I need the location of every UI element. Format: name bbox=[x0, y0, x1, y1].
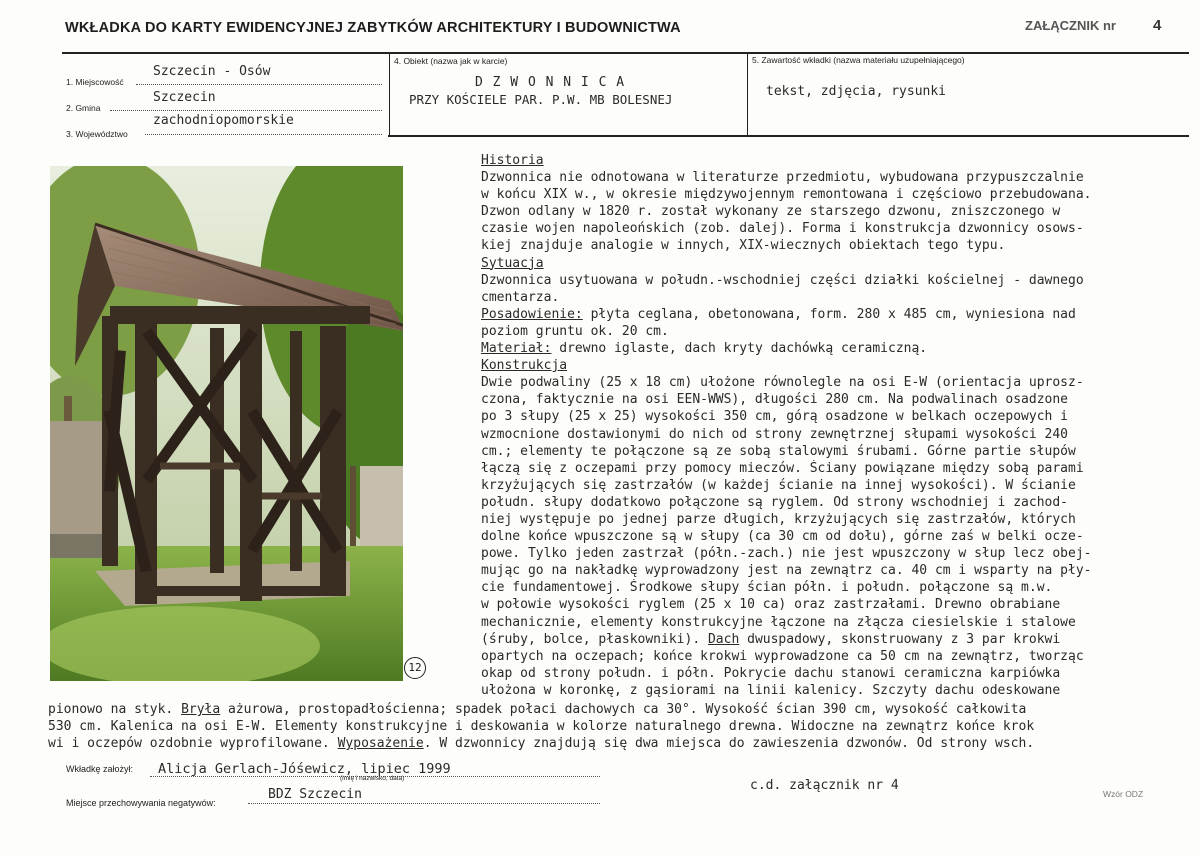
text-run: poziom gruntu ok. 20 cm. bbox=[481, 323, 669, 339]
text-run: dolne końce wpuszczone są w słupy (ca 30 cm od dołu), górne zaś w belki ocze- bbox=[481, 529, 1084, 545]
body-text-line bbox=[481, 220, 1191, 237]
text-run: powe. Tylko jeden zastrzał (półn.-zach.) nie jest wpuszczony w słup lecz obej- bbox=[481, 546, 1092, 562]
text-run: mechanicznie, elementy konstrukcyjne łączone na złącza ciesielskie i stalowe bbox=[481, 614, 1076, 630]
section-heading: Posadowienie: bbox=[481, 306, 583, 322]
continued-note: c.d. załącznik nr 4 bbox=[750, 778, 899, 793]
section-heading: Materiał: bbox=[481, 341, 552, 357]
text-run: czasie wojen napoleońskich (zob. dalej). Forma i konstrukcja dzwonnicy osows- bbox=[481, 221, 1084, 237]
body-text-line bbox=[481, 579, 1191, 596]
text-run: cie fundamentowej. Środkowe słupy ścian półn. i połudn. połączone są m.w. bbox=[481, 580, 1053, 596]
text-run: wzmocnione dostawionymi do nich od strony zewnętrznej słupami wysokości 240 bbox=[481, 426, 1068, 442]
text-run: . W dzwonnicy znajdują się dwa miejsca do zawieszenia dzwonów. Od strony wsch. bbox=[423, 736, 1035, 752]
body-text-continuation bbox=[48, 701, 1198, 752]
divider-2 bbox=[747, 53, 748, 136]
contents-value: tekst, zdjęcia, rysunki bbox=[766, 84, 947, 99]
body-text-line bbox=[481, 391, 1191, 408]
author-sub-label: (imię i nazwisko, data) bbox=[340, 775, 405, 782]
body-text-line bbox=[481, 477, 1191, 494]
text-run: opartych na oczepach; końce krokwi wyprowadzone ca 50 cm na zewnątrz, tworząc bbox=[481, 648, 1084, 664]
header-top-rule bbox=[62, 52, 1189, 54]
text-run: łączą się z oczepami przy pomocy mieczów. Ściany powiązane między sobą parami bbox=[481, 460, 1084, 476]
bell-tower-photo bbox=[50, 166, 403, 681]
storage-line bbox=[248, 803, 600, 804]
body-text-line bbox=[481, 631, 1191, 648]
section-heading-line bbox=[481, 152, 1191, 169]
text-run: Dzwonnica usytuowana w połudn.-wschodniej części działki kościelnej - dawnego bbox=[481, 272, 1084, 288]
field-miejscowosc-value: Szczecin - Osów bbox=[153, 64, 271, 79]
contents-label: 5. Zawartość wkładki (nazwa materiału uzupełniającego) bbox=[752, 55, 965, 65]
field-wojewodztwo-line bbox=[145, 134, 382, 135]
text-run: 530 cm. Kalenica na osi E-W. Elementy konstrukcyjne i deskowania w kolorze naturalnego drewna. Widoczne na zewnątrz końce krok bbox=[48, 719, 1035, 735]
body-text-line bbox=[481, 545, 1191, 562]
text-run: Dzwonnica nie odnotowana w literaturze przedmiotu, wybudowana przypuszczalnie bbox=[481, 170, 1084, 186]
object-name-line2: PRZY KOŚCIELE PAR. P.W. MB BOLESNEJ bbox=[409, 92, 673, 107]
text-run: ażurowa, prostopadłościenna; spadek połaci dachowych ca 30°. Wysokość ścian 390 cm, wysokość całkowita bbox=[220, 702, 1027, 717]
section-heading-line bbox=[481, 357, 1191, 374]
body-text-line bbox=[481, 460, 1191, 477]
section-heading: Konstrukcja bbox=[481, 358, 568, 374]
bell-tower-illustration bbox=[50, 166, 403, 681]
text-run: pionowo na styk. bbox=[48, 702, 182, 717]
annex-label: ZAŁĄCZNIK nr bbox=[1025, 18, 1116, 33]
body-text-column bbox=[481, 152, 1191, 699]
body-text-line bbox=[481, 648, 1191, 665]
body-text-line bbox=[481, 203, 1191, 220]
form-code: Wzór ODZ bbox=[1103, 789, 1144, 799]
body-text-line bbox=[481, 169, 1191, 186]
field-miejscowosc-line bbox=[136, 84, 382, 85]
text-run: krzyżujących się zastrzałów (w każdej ścianie na innej wysokości). W ścianie bbox=[481, 477, 1076, 493]
field-wojewodztwo-label: 3. Województwo bbox=[66, 129, 128, 139]
body-text-line bbox=[48, 718, 1198, 735]
body-text-line bbox=[481, 494, 1191, 511]
section-heading: Sytuacja bbox=[481, 255, 544, 271]
body-text-line bbox=[481, 374, 1191, 391]
section-heading: Dach bbox=[707, 631, 740, 647]
body-text-line bbox=[48, 735, 1198, 752]
text-run: mując go na nakładkę wyprowadzony jest na zewnątrz ca. 40 cm i wsparty na pły- bbox=[481, 563, 1092, 579]
text-run: płyta ceglana, obetonowana, form. 280 x 485 cm, wyniesiona nad bbox=[582, 306, 1076, 322]
body-text-line bbox=[481, 665, 1191, 682]
field-gmina-line bbox=[110, 110, 382, 111]
body-text-line bbox=[481, 443, 1191, 460]
section-heading-line bbox=[481, 255, 1191, 272]
section-heading: Bryła bbox=[181, 702, 221, 717]
text-run: po 3 słupy (25 x 25) wysokości 350 cm, górą osadzone w belkach oczepowych i bbox=[481, 409, 1068, 425]
field-wojewodztwo-value: zachodniopomorskie bbox=[153, 113, 294, 128]
text-run: drewno iglaste, dach kryty dachówką ceramiczną. bbox=[551, 341, 928, 357]
text-run: czona, faktycznie na osi EEN-WWS), długości 280 cm. Na podwalinach osadzone bbox=[481, 392, 1068, 408]
photo-number-badge: 12 bbox=[404, 657, 426, 679]
field-miejscowosc-label: 1. Miejscowość bbox=[66, 77, 124, 87]
text-run: (śruby, bolce, płaskowniki). bbox=[481, 631, 708, 647]
body-text-line bbox=[481, 306, 1191, 323]
text-run: cmentarza. bbox=[481, 289, 560, 305]
text-run: ułożona w koronkę, z gąsiorami na linii kalenicy. Szczyty dachu odeskowane bbox=[481, 682, 1061, 698]
body-text-line bbox=[48, 701, 1198, 718]
annex-number: 4 bbox=[1153, 17, 1162, 34]
storage-value: BDZ Szczecin bbox=[268, 787, 362, 802]
field-gmina-label: 2. Gmina bbox=[66, 103, 101, 113]
section-heading: Wyposażenie bbox=[337, 736, 424, 752]
object-label: 4. Obiekt (nazwa jak w karcie) bbox=[394, 56, 508, 66]
text-run: kiej znajduje analogie w innych, XIX-wiecznych obiektach tego typu. bbox=[481, 238, 1006, 254]
page-title: WKŁADKA DO KARTY EWIDENCYJNEJ ZABYTKÓW ARCHITEKTURY I BUDOWNICTWA bbox=[65, 20, 681, 36]
text-run: w połowie wysokości ryglem (25 x 10 ca) oraz zastrzałami. Drewno obrabiane bbox=[481, 597, 1061, 613]
storage-label: Miejsce przechowywania negatywów: bbox=[66, 798, 216, 808]
body-text-line bbox=[481, 596, 1191, 613]
text-run: dwuspadowy, skonstruowany z 3 par krokwi bbox=[739, 631, 1061, 647]
divider-1 bbox=[389, 53, 390, 136]
field-gmina-value: Szczecin bbox=[153, 90, 216, 105]
text-run: Dwie podwaliny (25 x 18 cm) ułożone równolegle na osi E-W (orientacja uprosz- bbox=[481, 375, 1084, 391]
body-text-line bbox=[481, 186, 1191, 203]
text-run: Dzwon odlany w 1820 r. został wykonany ze starszego dzwonu, zniszczonego w bbox=[481, 204, 1061, 220]
body-text-line bbox=[481, 614, 1191, 631]
body-text-line bbox=[481, 408, 1191, 425]
body-text-line bbox=[481, 562, 1191, 579]
text-run: wi i oczepów ozdobnie wyprofilowane. bbox=[48, 736, 338, 752]
body-text-line bbox=[481, 237, 1191, 254]
object-name-line1: D Z W O N N I C A bbox=[475, 75, 626, 90]
body-text-line bbox=[481, 289, 1191, 306]
author-label: Wkładkę założył: bbox=[66, 764, 134, 774]
body-text-line bbox=[481, 272, 1191, 289]
body-text-line bbox=[481, 528, 1191, 545]
text-run: cm.; elementy te połączone są ze sobą stalowymi śrubami. Górne partie słupów bbox=[481, 443, 1076, 459]
body-text-line bbox=[481, 340, 1191, 357]
text-run: połudn. słupy dodatkowo połączone są ryglem. Od strony wschodniej i zachod- bbox=[481, 494, 1068, 510]
section-heading: Historia bbox=[481, 153, 544, 168]
text-run: w końcu XIX w., w okresie międzywojennym remontowana i częściowo przebudowana. bbox=[481, 187, 1092, 203]
header-bottom-rule bbox=[388, 135, 1189, 137]
author-value: Alicja Gerlach-Jóśewicz, lipiec 1999 bbox=[158, 761, 451, 777]
body-text-line bbox=[481, 323, 1191, 340]
text-run: okap od strony połudn. i półn. Pokrycie dachu stanowi ceramiczna karpiówka bbox=[481, 665, 1061, 681]
body-text-line bbox=[481, 682, 1191, 699]
body-text-line bbox=[481, 426, 1191, 443]
body-text-line bbox=[481, 511, 1191, 528]
text-run: niej występuje po jednej parze długich, krzyżujących się zastrzałów, których bbox=[481, 511, 1076, 527]
